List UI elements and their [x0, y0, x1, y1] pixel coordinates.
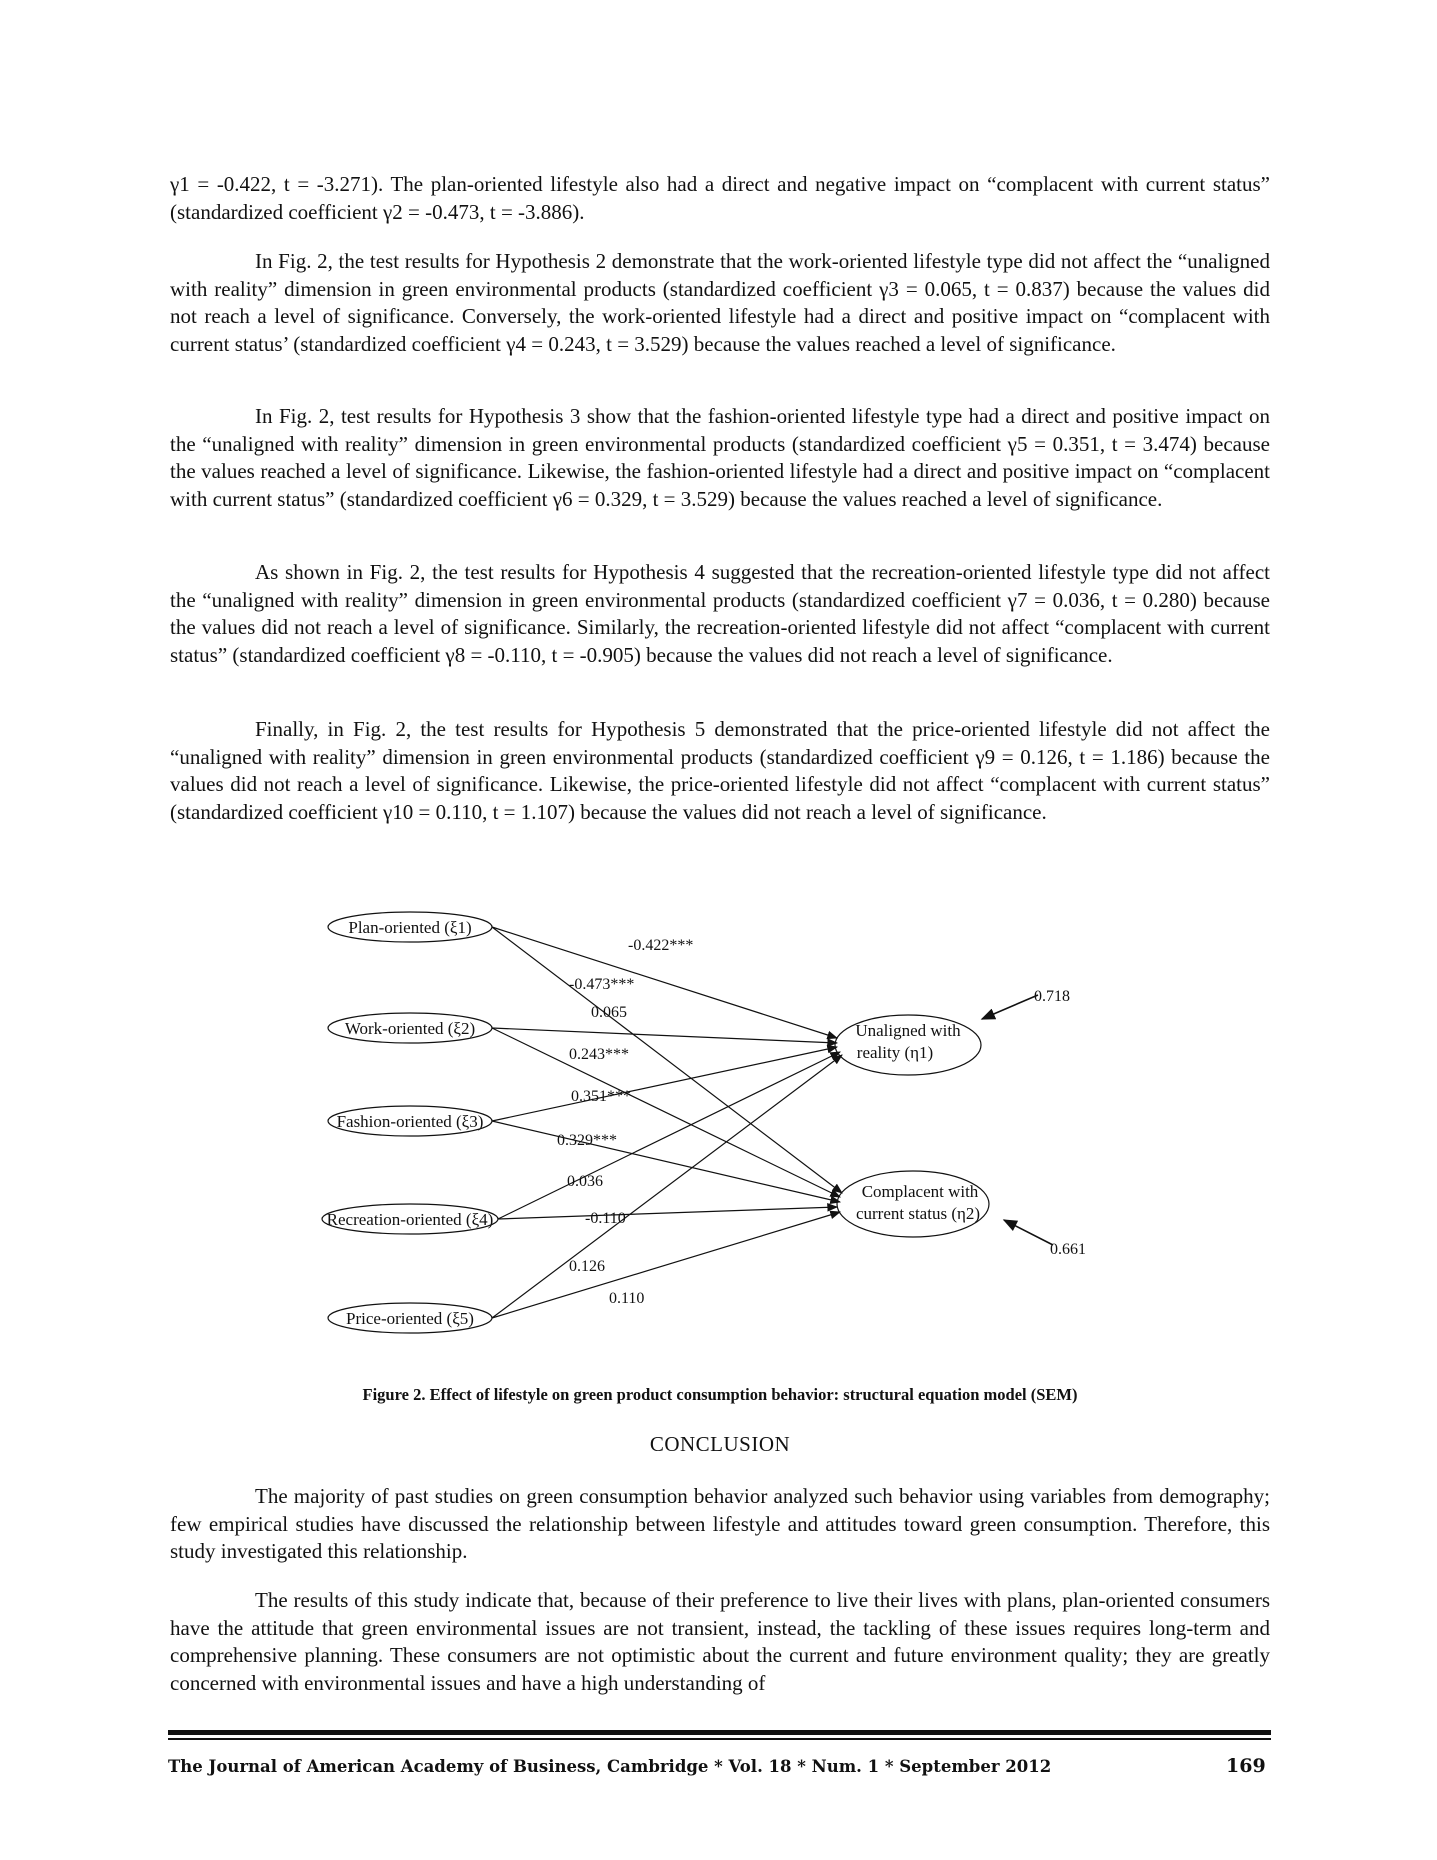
- sem-diagram: [320, 895, 1120, 1335]
- path-fashion-complacent: [492, 1121, 840, 1202]
- node-fashion-label: Fashion-oriented (ξ3): [336, 1112, 484, 1131]
- node-complacent-label-2: current status (η2): [855, 1204, 981, 1223]
- path-recreation-unaligned: [498, 1052, 840, 1219]
- node-price-label: Price-oriented (ξ5): [346, 1309, 474, 1328]
- coef-recreation-complacent: -0.110: [585, 1210, 626, 1227]
- body-paragraph: Finally, in Fig. 2, the test results for Hypothesis 5 demonstrated that the price-oriented lifestyle did not affect the “unaligned with reality” dimension in green environmental products (standardized coefficient γ9 = 0.126, t = 1.186) because the values did not reach a level of significance. Likewise, the price-oriented lifestyle did not affect “complacent with current status” (standardized coefficient γ10 = 0.110, t = 1.107) because the values did not reach a level of significance.: [170, 717, 1270, 824]
- coef-plan-complacent: -0.473***: [569, 976, 635, 993]
- path-work-unaligned: [492, 1028, 837, 1043]
- footer-rule-thick: [168, 1730, 1271, 1735]
- body-paragraph: In Fig. 2, the test results for Hypothesis 2 demonstrate that the work-oriented lifestyle type did not affect the “unaligned with reality” dimension in green environmental products (standardized coefficient γ3 = 0.065, t = 0.837) because the values did not reach a level of significance. Conversely, the work-oriented lifestyle had a direct and positive impact on “complacent with current status’ (standardized coefficient γ4 = 0.243, t = 3.529) because the values reached a level of significance.: [170, 249, 1270, 356]
- journal-footer: The Journal of American Academy of Business, Cambridge * Vol. 18 * Num. 1 * September 2012: [168, 1757, 1052, 1776]
- path-recreation-complacent: [498, 1207, 837, 1219]
- node-unaligned-label-2: reality (η1): [856, 1043, 934, 1062]
- error-unaligned: 0.718: [1034, 988, 1070, 1005]
- node-recreation-label: Recreation-oriented (ξ4): [326, 1210, 494, 1229]
- coef-work-complacent: 0.243***: [569, 1046, 629, 1063]
- body-paragraph: γ1 = -0.422, t = -3.271). The plan-oriented lifestyle also had a direct and negative impact on “complacent with current status” (standardized coefficient γ2 = -0.473, t = -3.886).: [170, 172, 1270, 224]
- node-work-oriented: [328, 1013, 492, 1043]
- node-fashion-oriented: [328, 1106, 492, 1136]
- coef-fashion-unaligned: 0.351***: [571, 1088, 631, 1105]
- path-plan-complacent: [492, 927, 842, 1193]
- body-paragraph: In Fig. 2, test results for Hypothesis 3 show that the fashion-oriented lifestyle type had a direct and positive impact on the “unaligned with reality” dimension in green environmental products (standardized coefficient γ5 = 0.351, t = 3.474) because the values reached a level of significance. Likewise, the fashion-oriented lifestyle had a direct and positive impact on “complacent with current status” (standardized coefficient γ6 = 0.329, t = 3.529) because the values reached a level of significance.: [170, 404, 1270, 511]
- node-work-label: Work-oriented (ξ2): [344, 1019, 476, 1038]
- coef-price-complacent: 0.110: [609, 1290, 645, 1307]
- sem-figure: [320, 895, 1120, 1335]
- body-paragraph: The results of this study indicate that, because of their preference to live their lives with plans, plan-oriented consumers have the attitude that green environmental issues are not transient, instead, the tackling of these issues requires long-term and comprehensive planning. These consumers are not optimistic about the current and future environment quality; they are greatly concerned with environmental issues and have a high understanding of: [170, 1588, 1270, 1695]
- node-recreation-oriented: [322, 1204, 498, 1234]
- error-complacent: 0.661: [1050, 1241, 1086, 1258]
- coef-recreation-unaligned: 0.036: [567, 1173, 603, 1190]
- node-price-oriented: [328, 1303, 492, 1333]
- node-plan-oriented: [328, 912, 492, 942]
- node-complacent-label-1: Complacent with: [861, 1182, 979, 1201]
- node-plan-label: Plan-oriented (ξ1): [348, 918, 472, 937]
- footer-rule-thin: [168, 1738, 1271, 1740]
- error-arrow-complacent: [1004, 1220, 1053, 1245]
- coef-price-unaligned: 0.126: [569, 1258, 605, 1275]
- error-arrow-unaligned: [982, 995, 1038, 1019]
- body-paragraph: As shown in Fig. 2, the test results for Hypothesis 4 suggested that the recreation-oriented lifestyle type did not affect the “unaligned with reality” dimension in green environmental products (standardized coefficient γ7 = 0.036, t = 0.280) because the values did not reach a level of significance. Similarly, the recreation-oriented lifestyle did not affect “complacent with current status” (standardized coefficient γ8 = -0.110, t = -0.905) because the values did not reach a level of significance.: [170, 560, 1270, 667]
- path-price-unaligned: [492, 1055, 842, 1318]
- section-heading: CONCLUSION: [649, 1432, 791, 1456]
- coef-work-unaligned: 0.065: [591, 1004, 627, 1021]
- path-work-complacent: [492, 1028, 840, 1197]
- coef-plan-unaligned: -0.422***: [628, 937, 694, 954]
- body-paragraph: The majority of past studies on green consumption behavior analyzed such behavior using variables from demography; few empirical studies have discussed the relationship between lifestyle and attitudes toward green consumption. Therefore, this study investigated this relationship.: [170, 1484, 1270, 1563]
- node-complacent-with-current-status: [837, 1171, 989, 1237]
- figure-caption: Figure 2. Effect of lifestyle on green product consumption behavior: structural equation model (SEM): [362, 1385, 1078, 1404]
- page-number: 169: [1226, 1755, 1266, 1777]
- path-price-complacent: [492, 1212, 840, 1318]
- node-unaligned-with-reality: [835, 1015, 981, 1075]
- node-unaligned-label-1: Unaligned with: [855, 1021, 961, 1040]
- coef-fashion-complacent: 0.329***: [557, 1132, 617, 1149]
